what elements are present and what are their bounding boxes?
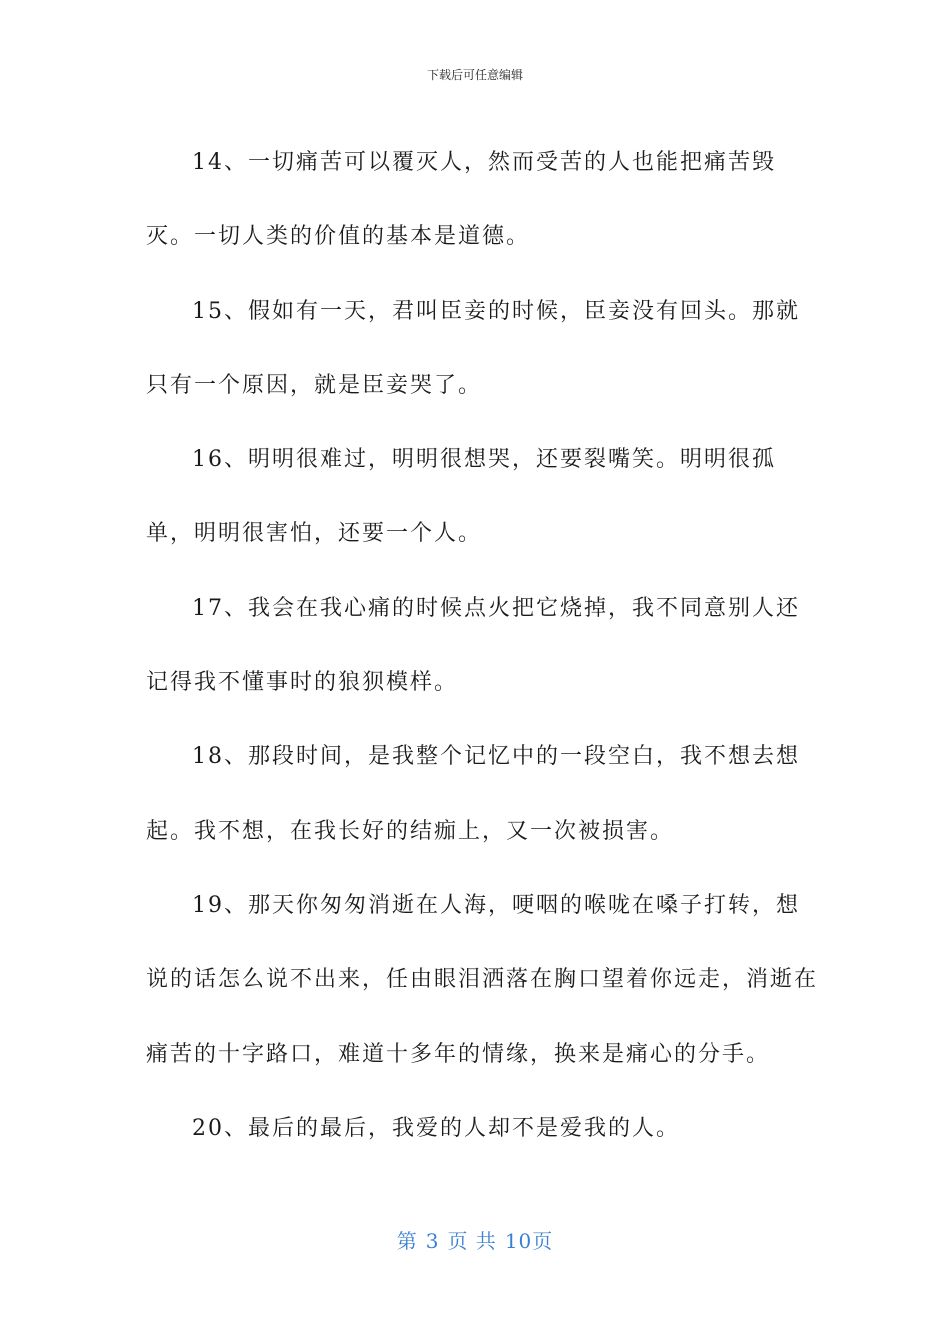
total-pages: 10页 xyxy=(504,1229,554,1253)
footer-prefix: 第 xyxy=(396,1229,418,1253)
paragraph-17: 17、我会在我心痛的时候点火把它烧掉，我不同意别人还记得我不懂事时的狼狈模样。 xyxy=(146,595,800,696)
page-footer xyxy=(0,1225,950,1254)
paragraph-14: 14、一切痛苦可以覆灭人，然而受苦的人也能把痛苦毁灭。一切人类的价值的基本是道德。 xyxy=(146,150,776,250)
paragraph-18: 18、那段时间，是我整个记忆中的一段空白，我不想去想起。我不想，在我长好的结痂上，又一次被损害。 xyxy=(146,744,800,844)
current-page-number: 3 xyxy=(425,1229,440,1253)
paragraph-19: 19、那天你匆匆消逝在人海，哽咽的喉咙在嗓子打转，想说的话怎么说不出来，任由眼泪洒落在胸口望着你远走，消逝在痛苦的十字路口，难道十多年的情缘，换来是痛心的分手。 xyxy=(146,892,819,1067)
document-body xyxy=(146,126,818,1166)
paragraph-15: 15、假如有一天，君叫臣妾的时候，臣妾没有回头。那就只有一个原因，就是臣妾哭了。 xyxy=(146,298,800,398)
paragraph-20: 20、最后的最后，我爱的人却不是爱我的人。 xyxy=(192,1115,680,1141)
footer-middle: 页 共 xyxy=(447,1229,497,1253)
page-header: 下载后可任意编辑 xyxy=(426,68,523,82)
paragraph-16: 16、明明很难过，明明很想哭，还要裂嘴笑。明明很孤单，明明很害怕，还要一个人。 xyxy=(146,447,776,547)
